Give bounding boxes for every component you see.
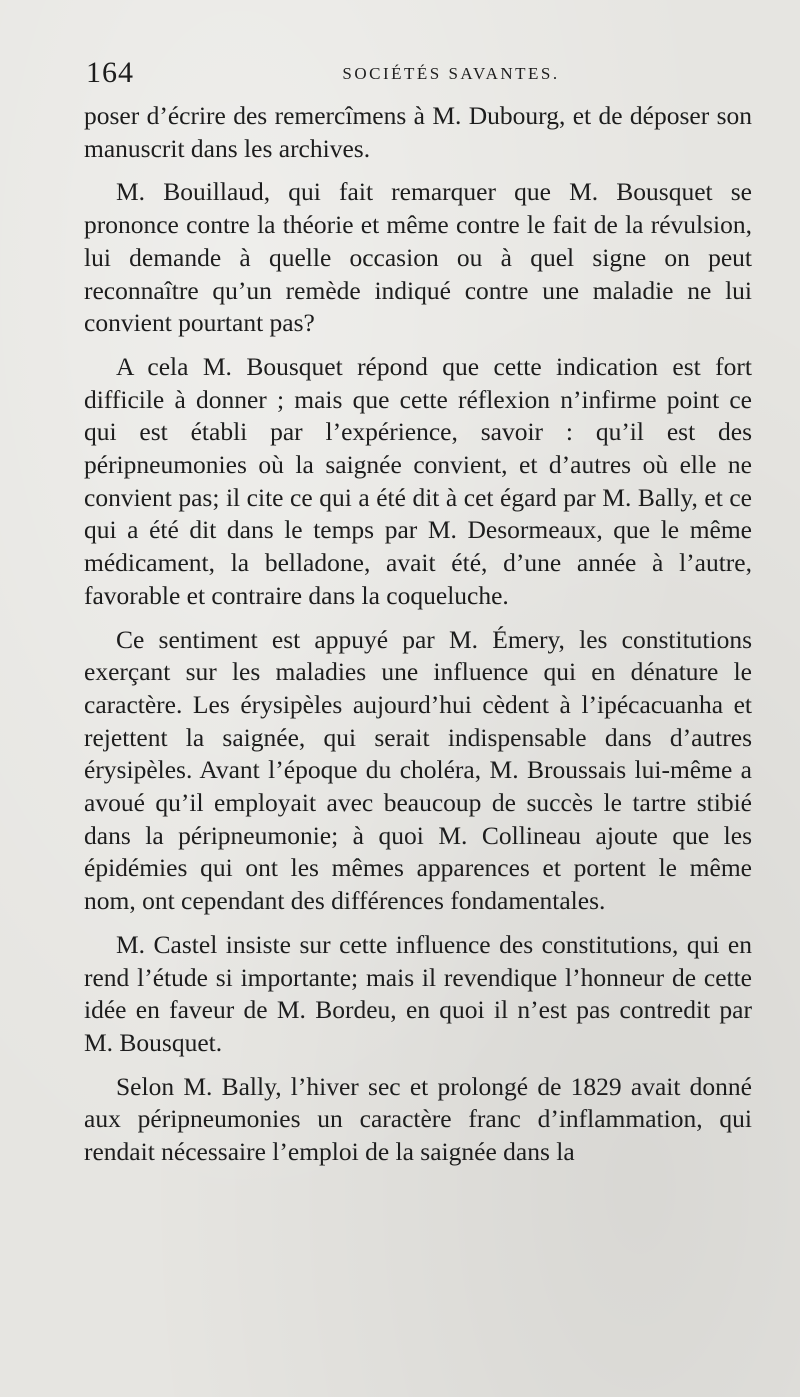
running-head [86, 52, 750, 92]
page-number: 164 [86, 56, 134, 89]
running-title: SOCIÉTÉS SAVANTES. [342, 64, 560, 83]
paragraph-bally: Selon M. Bally, l’hiver sec et prolongé de 1829 avait donné aux péripneumonies un caractère franc d’inflammation, qui rendait nécessaire l’emploi de la saignée dans la [84, 1071, 752, 1167]
body-text [84, 100, 752, 1180]
paragraph-bouillaud: M. Bouillaud, qui fait remarquer que M. Bousquet se prononce contre la théorie et même contre le fait de la révulsion, lui demande à quelle occasion ou à quel signe on peut reconnaître qu’un remède indiqué contre une maladie ne lui convient pourtant pas? [84, 177, 752, 338]
paragraph-emery: Ce sentiment est appuyé par M. Émery, les constitutions exerçant sur les maladies une influence qui en dénature le caractère. Les érysipèles aujourd’hui cèdent à l’ipécacuanha et rejettent la saignée, qui serait indispensable dans d’autres érysipèles. Avant l’époque du choléra, M. Broussais lui-même a avoué qu’il employait avec beaucoup de succès le tartre stibié dans la péripneumonie; à quoi M. Collineau ajoute que les épidémies qui ont les mêmes apparences et portent le même nom, ont cependant des différences fondamentales. [84, 624, 752, 916]
paragraph-bousquet-reply: A cela M. Bousquet répond que cette indication est fort difficile à donner ; mais que cette réflexion n’infirme point ce qui est établi par l’expérience, savoir : qu’il est des péripneumonies où la saignée convient, et d’autres où elle ne convient pas; il cite ce qui a été dit à cet égard par M. Bally, et ce qui a été dit dans le temps par M. Desormeaux, que le même médicament, la belladone, avait été, d’une année à l’autre, favorable et contraire dans la coqueluche. [84, 351, 752, 610]
paragraph-castel: M. Castel insiste sur cette influence des constitutions, qui en rend l’étude si importante; mais il revendique l’honneur de cette idée en faveur de M. Bordeu, en quoi il n’est pas contredit par M. Bousquet. [84, 929, 752, 1057]
paragraph-continuation: poser d’écrire des remercîmens à M. Dubourg, et de déposer son manuscrit dans les archives. [84, 101, 752, 163]
